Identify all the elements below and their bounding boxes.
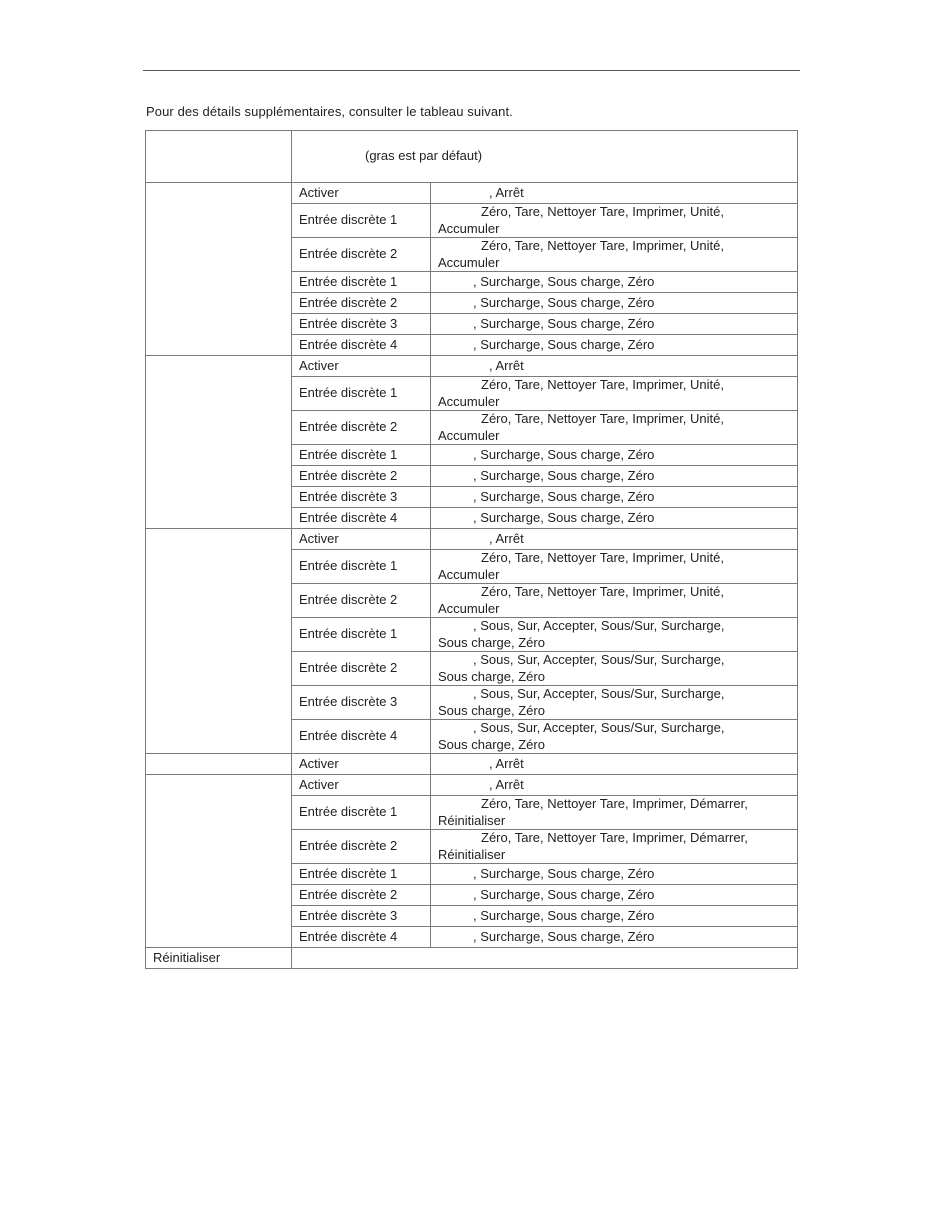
row-value: , Surcharge, Sous charge, Zéro — [431, 906, 798, 927]
row-label: Entrée discrète 3 — [292, 906, 431, 927]
header-cell-2 — [292, 131, 798, 183]
table-row — [146, 529, 798, 550]
row-value: , Surcharge, Sous charge, Zéro — [431, 885, 798, 906]
last-row-value — [292, 948, 798, 969]
row-value: , Surcharge, Sous charge, Zéro — [431, 508, 798, 529]
row-label: Activer — [292, 183, 431, 204]
row-value: , Surcharge, Sous charge, Zéro — [431, 314, 798, 335]
row-value: Zéro, Tare, Nettoyer Tare, Imprimer, Démarrer, Réinitialiser — [431, 796, 798, 830]
header-note: (gras est par défaut) — [365, 148, 483, 164]
row-label: Entrée discrète 4 — [292, 335, 431, 356]
row-label: Entrée discrète 1 — [292, 377, 431, 411]
row-value: , Arrêt — [431, 183, 798, 204]
row-value: , Sous, Sur, Accepter, Sous/Sur, Surcharge, Sous charge, Zéro — [431, 652, 798, 686]
row-value: , Surcharge, Sous charge, Zéro — [431, 927, 798, 948]
row-value: , Surcharge, Sous charge, Zéro — [431, 335, 798, 356]
row-label: Entrée discrète 1 — [292, 618, 431, 652]
settings-table — [145, 130, 798, 969]
row-label: Activer — [292, 356, 431, 377]
row-label: Entrée discrète 2 — [292, 466, 431, 487]
row-value: Zéro, Tare, Nettoyer Tare, Imprimer, Unité, Accumuler — [431, 550, 798, 584]
row-label: Activer — [292, 529, 431, 550]
row-value: , Surcharge, Sous charge, Zéro — [431, 293, 798, 314]
table-row — [146, 754, 798, 775]
row-value: , Surcharge, Sous charge, Zéro — [431, 445, 798, 466]
row-value: , Arrêt — [431, 356, 798, 377]
row-label: Entrée discrète 1 — [292, 445, 431, 466]
row-label: Entrée discrète 2 — [292, 293, 431, 314]
last-row-label: Réinitialiser — [146, 948, 292, 969]
row-value: Zéro, Tare, Nettoyer Tare, Imprimer, Unité, Accumuler — [431, 411, 798, 445]
row-label: Entrée discrète 3 — [292, 314, 431, 335]
header-cell-1 — [146, 131, 292, 183]
row-value: , Arrêt — [431, 775, 798, 796]
table-row — [146, 183, 798, 204]
row-label: Entrée discrète 1 — [292, 550, 431, 584]
row-value: , Surcharge, Sous charge, Zéro — [431, 864, 798, 885]
row-label: Entrée discrète 3 — [292, 487, 431, 508]
row-value: Zéro, Tare, Nettoyer Tare, Imprimer, Démarrer, Réinitialiser — [431, 830, 798, 864]
row-label: Entrée discrète 2 — [292, 411, 431, 445]
group-cell — [146, 529, 292, 754]
table-row — [146, 948, 798, 969]
group-cell — [146, 183, 292, 356]
row-value: , Arrêt — [431, 754, 798, 775]
row-label: Entrée discrète 4 — [292, 720, 431, 754]
row-value: Zéro, Tare, Nettoyer Tare, Imprimer, Unité, Accumuler — [431, 377, 798, 411]
row-label: Entrée discrète 2 — [292, 238, 431, 272]
row-value: , Surcharge, Sous charge, Zéro — [431, 466, 798, 487]
row-value: , Sous, Sur, Accepter, Sous/Sur, Surcharge, Sous charge, Zéro — [431, 686, 798, 720]
row-label: Entrée discrète 2 — [292, 830, 431, 864]
row-label: Entrée discrète 4 — [292, 927, 431, 948]
table-row — [146, 775, 798, 796]
header-rule — [143, 70, 800, 71]
row-label: Entrée discrète 1 — [292, 272, 431, 293]
row-label: Activer — [292, 775, 431, 796]
group-cell — [146, 356, 292, 529]
intro-text: Pour des détails supplémentaires, consulter le tableau suivant. — [146, 104, 513, 119]
group-cell — [146, 775, 292, 948]
table-header-row — [146, 131, 798, 183]
row-value: , Arrêt — [431, 529, 798, 550]
table-row — [146, 356, 798, 377]
row-label: Entrée discrète 2 — [292, 885, 431, 906]
row-label: Entrée discrète 2 — [292, 652, 431, 686]
row-value: , Sous, Sur, Accepter, Sous/Sur, Surcharge, Sous charge, Zéro — [431, 618, 798, 652]
row-label: Entrée discrète 1 — [292, 796, 431, 830]
row-label: Activer — [292, 754, 431, 775]
row-label: Entrée discrète 2 — [292, 584, 431, 618]
row-label: Entrée discrète 1 — [292, 864, 431, 885]
row-value: , Surcharge, Sous charge, Zéro — [431, 272, 798, 293]
row-value: , Surcharge, Sous charge, Zéro — [431, 487, 798, 508]
group-cell — [146, 754, 292, 775]
row-value: Zéro, Tare, Nettoyer Tare, Imprimer, Unité, Accumuler — [431, 238, 798, 272]
row-label: Entrée discrète 4 — [292, 508, 431, 529]
row-value: , Sous, Sur, Accepter, Sous/Sur, Surcharge, Sous charge, Zéro — [431, 720, 798, 754]
row-value: Zéro, Tare, Nettoyer Tare, Imprimer, Unité, Accumuler — [431, 584, 798, 618]
row-label: Entrée discrète 1 — [292, 204, 431, 238]
row-value: Zéro, Tare, Nettoyer Tare, Imprimer, Unité, Accumuler — [431, 204, 798, 238]
row-label: Entrée discrète 3 — [292, 686, 431, 720]
